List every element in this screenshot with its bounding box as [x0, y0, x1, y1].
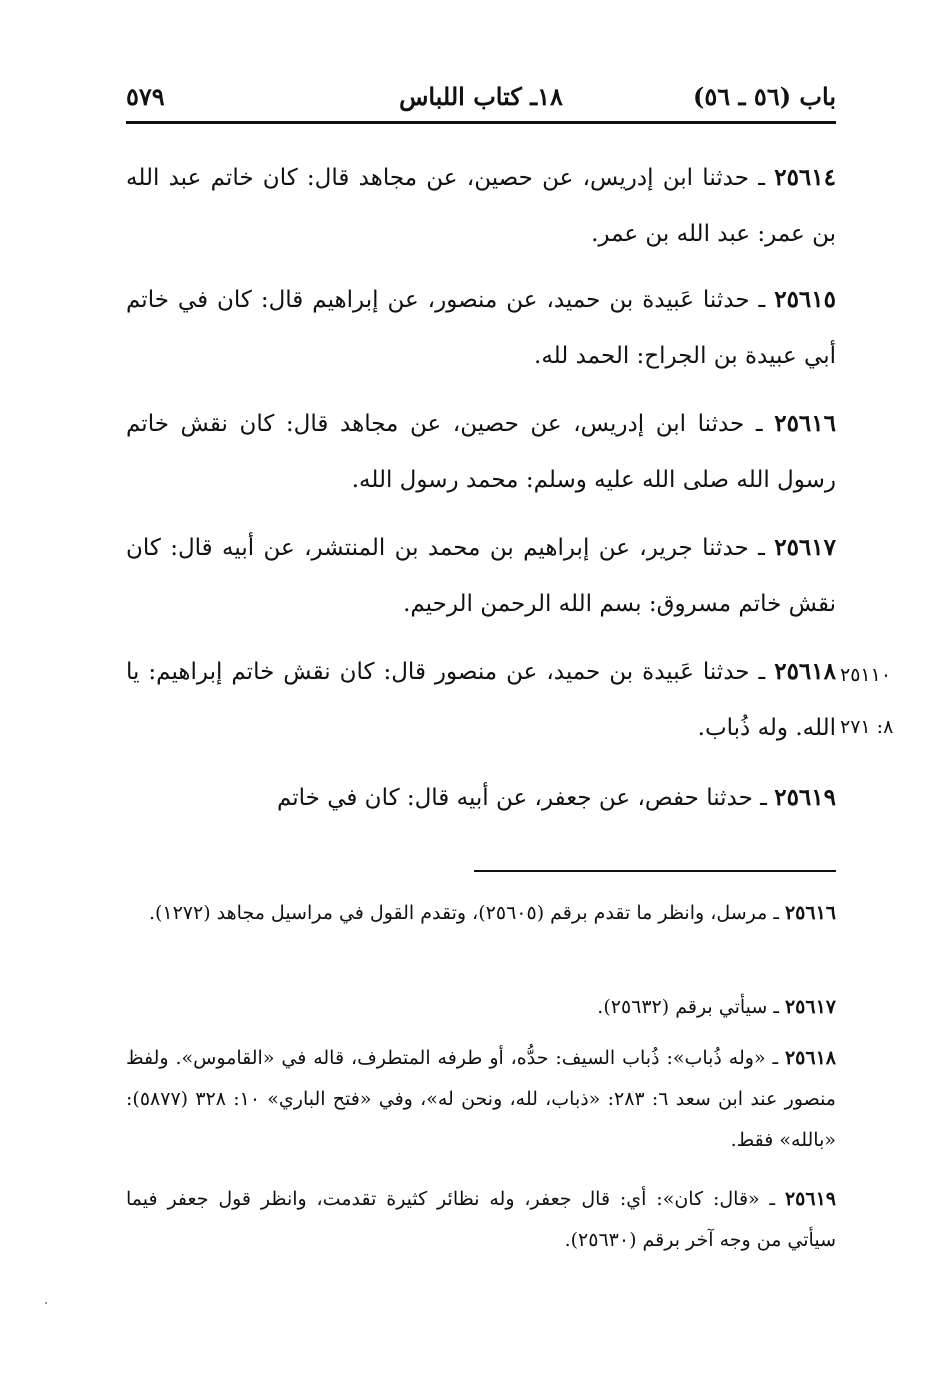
chapter-title: باب (٥٦ ـ ٥٦): [693, 82, 836, 111]
hadith-text: ـ حدثنا جرير، عن إبراهيم بن محمد بن المنتشر، عن أبيه قال: كان نقش خاتم مسروق: بسم الله الرحمن الرحيم.: [126, 535, 836, 617]
margin-reference: ٨: ٢٧١: [840, 716, 894, 738]
hadith-number: ٢٥٦١٧: [774, 534, 836, 561]
footnote-separator: [474, 870, 836, 872]
footnote-number: ٢٥٦١٧: [784, 996, 836, 1018]
hadith-entry: [126, 644, 836, 756]
hadith-number: ٢٥٦١٨: [774, 658, 836, 685]
hadith-text: ـ حدثنا عَبيدة بن حميد، عن منصور قال: كان نقش خاتم إبراهيم: يا الله. وله ذُباب.: [126, 659, 836, 741]
hadith-entry: [126, 770, 836, 826]
footnote-number: ٢٥٦١٨: [784, 1047, 836, 1069]
hadith-text: ـ حدثنا ابن إدريس، عن حصين، عن مجاهد قال: كان خاتم عبد الله بن عمر: عبد الله بن عمر.: [126, 165, 836, 247]
hadith-number: ٢٥٦١٦: [774, 410, 836, 437]
header-rule: [126, 121, 836, 124]
footnote: [126, 1038, 836, 1161]
hadith-entry: [126, 520, 836, 632]
hadith-entry: [126, 396, 836, 508]
page-number: ٥٧٩: [126, 82, 165, 111]
book-title: ١٨ـ كتاب اللباس: [399, 82, 563, 111]
footnote-text: ـ سيأتي برقم (٢٥٦٣٢).: [597, 996, 785, 1018]
hadith-entry: [126, 272, 836, 384]
scan-speck: [45, 1302, 47, 1304]
footnote-text: ـ «وله ذُباب»: ذُباب السيف: حدُّه، أو طرفه المتطرف، قاله في «القاموس». ولفظ منصور عند ابن سعد ٦: ٢٨٣: «ذباب، لله، ونحن له»، وفي «فتح الباري» ١٠: ٣٢٨ (٥٨٧٧): «بالله» فقط.: [126, 1047, 836, 1151]
footnote-number: ٢٥٦١٩: [784, 1188, 836, 1210]
footnote: [126, 987, 836, 1028]
footnote: [126, 893, 836, 934]
footnote-text: ـ «قال: كان»: أي: قال جعفر، وله نظائر كثيرة تقدمت، وانظر قول جعفر فيما سيأتي من وجه آخر برقم (٢٥٦٣٠).: [126, 1188, 836, 1251]
page-header: [126, 78, 836, 118]
hadith-number: ٢٥٦١٤: [774, 164, 836, 191]
footnote: [126, 1179, 836, 1261]
footnote-text: ـ مرسل، وانظر ما تقدم برقم (٢٥٦٠٥)، وتقدم القول في مراسيل مجاهد (١٢٧٢).: [148, 902, 785, 924]
hadith-text: ـ حدثنا عَبيدة بن حميد، عن منصور، عن إبراهيم قال: كان في خاتم أبي عبيدة بن الجراح: الحمد لله.: [126, 287, 836, 369]
margin-reference: ٢٥١١٠: [840, 664, 892, 686]
hadith-entry: [126, 150, 836, 262]
hadith-text: ـ حدثنا ابن إدريس، عن حصين، عن مجاهد قال: كان نقش خاتم رسول الله صلى الله عليه وسلم: محمد رسول الله.: [126, 411, 836, 493]
hadith-number: ٢٥٦١٩: [774, 784, 836, 811]
hadith-text: ـ حدثنا حفص، عن جعفر، عن أبيه قال: كان في خاتم: [276, 785, 775, 811]
hadith-number: ٢٥٦١٥: [774, 286, 836, 313]
footnote-number: ٢٥٦١٦: [784, 902, 836, 924]
